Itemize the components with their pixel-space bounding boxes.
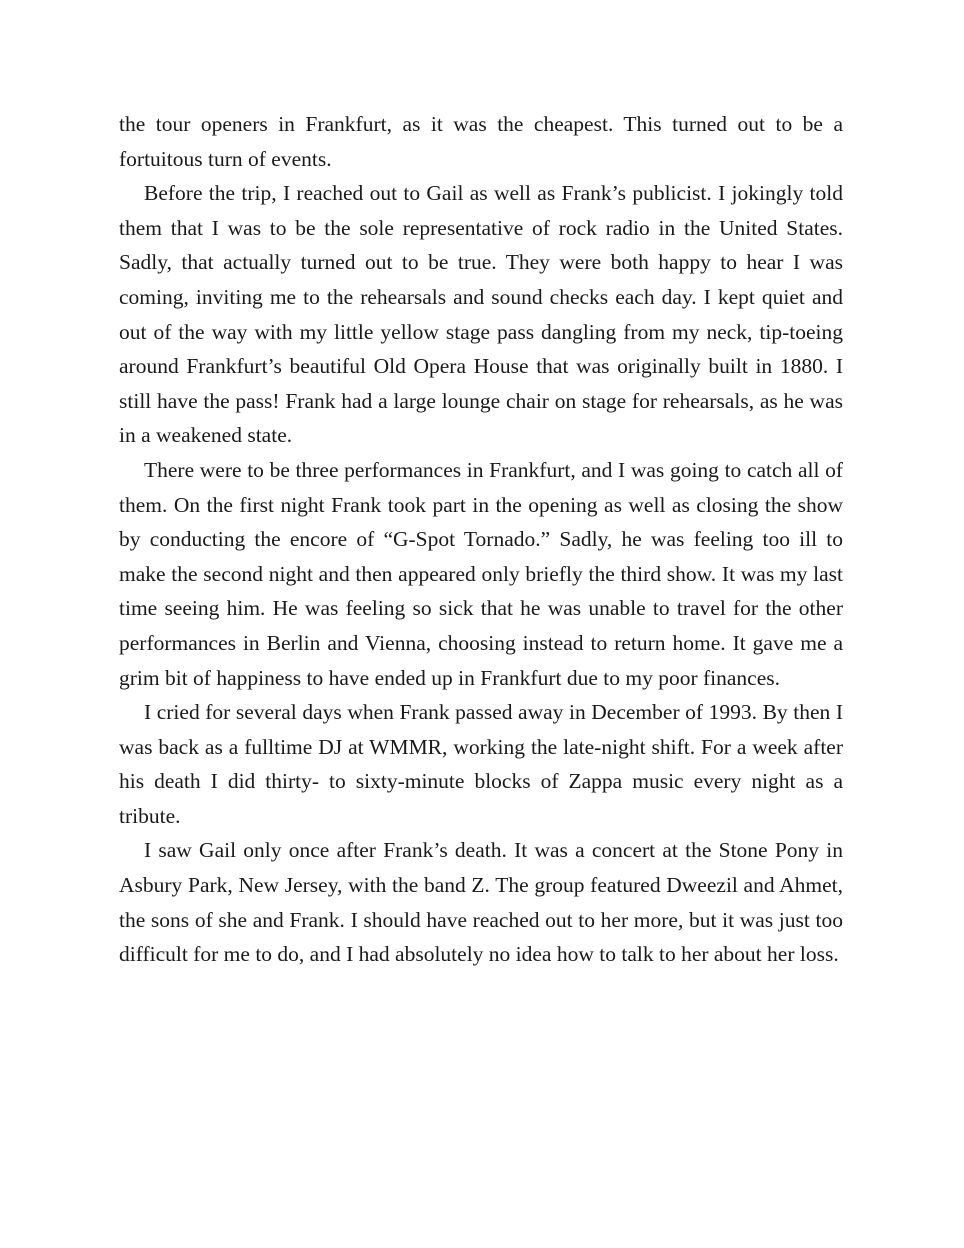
paragraph: the tour openers in Frankfurt, as it was the cheapest. This turned out to be a fortuitous turn of events.	[119, 112, 843, 171]
paragraph: I saw Gail only once after Frank’s death. It was a concert at the Stone Pony in Asbury Park, New Jersey, with the band Z. The group featured Dweezil and Ahmet, the sons of she and Frank. I should have reached out to her more, but it was just too difficult for me to do, and I had absolutely no idea how to talk to her about her loss.	[119, 838, 843, 967]
paragraph: There were to be three performances in Frankfurt, and I was going to catch all of them. On the first night Frank took part in the opening as well as closing the show by conducting the encore of “G-Spot Tornado.” Sadly, he was feeling too ill to make the second night and then appeared only briefly the third show. It was my last time seeing him. He was feeling so sick that he was unable to travel for the other performances in Berlin and Vienna, choosing instead to return home. It gave me a grim bit of happiness to have ended up in Frankfurt due to my poor finances.	[119, 457, 843, 690]
paragraph: I cried for several days when Frank passed away in December of 1993. By then I was back as a fulltime DJ at WMMR, working the late-night shift. For a week after his death I did thirty- to sixty-minute blocks of Zappa music every night as a tribute.	[119, 700, 843, 828]
paragraph: Before the trip, I reached out to Gail as well as Frank’s publicist. I jokingly told them that I was to be the sole representative of rock radio in the United States. Sadly, that actually turned out to be true. They were both happy to hear I was coming, inviting me to the rehearsals and sound checks each day. I kept quiet and out of the way with my little yellow stage pass dangling from my neck, tip-toeing around Frankfurt’s beautiful Old Opera House that was originally built in 1880. I still have the pass! Frank had a large lounge chair on stage for rehearsals, as he was in a weakened state.	[119, 181, 843, 448]
page-text-block	[119, 107, 843, 972]
